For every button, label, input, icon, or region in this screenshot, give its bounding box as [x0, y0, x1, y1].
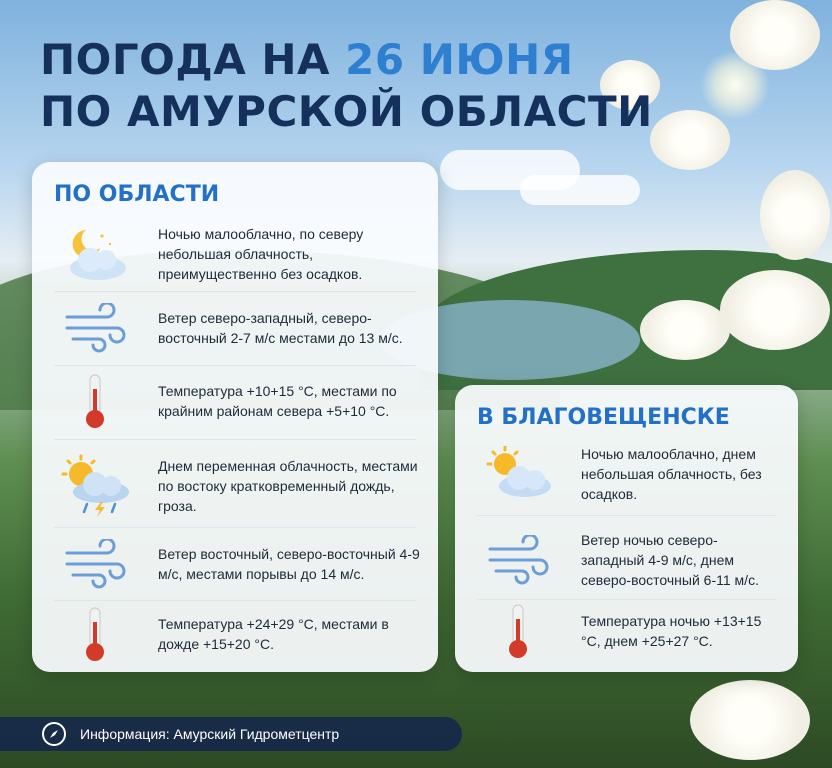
region-night-wind-text: Ветер северо-западный, северо-восточный 2-7 м/с местами до 13 м/с. [158, 310, 403, 346]
region-day-temp-row [52, 602, 420, 666]
region-day-wind-row [52, 532, 420, 596]
sun-cloud-icon [475, 442, 561, 506]
wind-icon [475, 528, 561, 592]
region-night-wind-row [52, 296, 420, 360]
region-forecast-card [32, 162, 438, 672]
blossom [690, 680, 810, 760]
blossom [650, 110, 730, 170]
city-sky-row [475, 442, 780, 506]
source-text: Информация: Амурский Гидрометцентр [80, 726, 340, 742]
title-date: 26 ИЮНЯ [345, 35, 574, 84]
region-day-temp-text: Температура +24+29 °С, местами в дожде +15+20 °С. [158, 616, 389, 652]
moon-cloud-icon [52, 222, 138, 286]
divider [54, 291, 416, 292]
thermometer-icon [52, 369, 138, 433]
divider [54, 439, 416, 440]
region-day-wind-text: Ветер восточный, северо-восточный 4-9 м/с, местами порывы до 14 м/с. [158, 546, 420, 582]
page-title [40, 34, 653, 138]
divider [54, 527, 416, 528]
title-line-1 [40, 34, 653, 86]
city-wind-text: Ветер ночью северо-западный 4-9 м/с, днем северо-восточный 6-11 м/с. [581, 532, 759, 588]
divider [477, 515, 776, 516]
city-wind-row [475, 528, 780, 592]
region-night-temp-row [52, 369, 420, 433]
compass-icon [42, 722, 66, 746]
thermometer-icon [52, 602, 138, 666]
wind-icon [52, 296, 138, 360]
thermometer-icon [475, 599, 561, 663]
divider [54, 365, 416, 366]
city-sky-text: Ночью малооблачно, днем небольшая облачность, без осадков. [581, 446, 762, 502]
region-day-sky-text: Днем переменная облачность, местами по востоку кратковременный дождь, гроза. [158, 458, 418, 514]
sky-cloud [520, 175, 640, 205]
title-line-2: ПО АМУРСКОЙ ОБЛАСТИ [40, 87, 653, 136]
sun-thunderstorm-icon [52, 454, 138, 518]
city-temp-text: Температура ночью +13+15 °С, днем +25+27 °С. [581, 613, 762, 649]
city-forecast-card [455, 385, 798, 672]
region-day-sky-row [52, 454, 420, 518]
region-card-title: ПО ОБЛАСТИ [54, 182, 220, 207]
source-footer [0, 717, 462, 751]
city-card-title: В БЛАГОВЕЩЕНСКЕ [477, 405, 730, 430]
blossom [720, 270, 830, 350]
divider [54, 600, 416, 601]
region-night-sky-text: Ночью малооблачно, по северу небольшая облачность, преимущественно без осадков. [158, 226, 364, 282]
region-night-sky-row [52, 222, 420, 286]
blossom [640, 300, 730, 360]
city-temp-row [475, 599, 780, 663]
blossom [730, 0, 820, 70]
wind-icon [52, 532, 138, 596]
title-prefix: ПОГОДА НА [40, 35, 346, 84]
region-night-temp-text: Температура +10+15 °С, местами по крайним районам севера +5+10 °С. [158, 383, 397, 419]
blossom [760, 170, 830, 260]
